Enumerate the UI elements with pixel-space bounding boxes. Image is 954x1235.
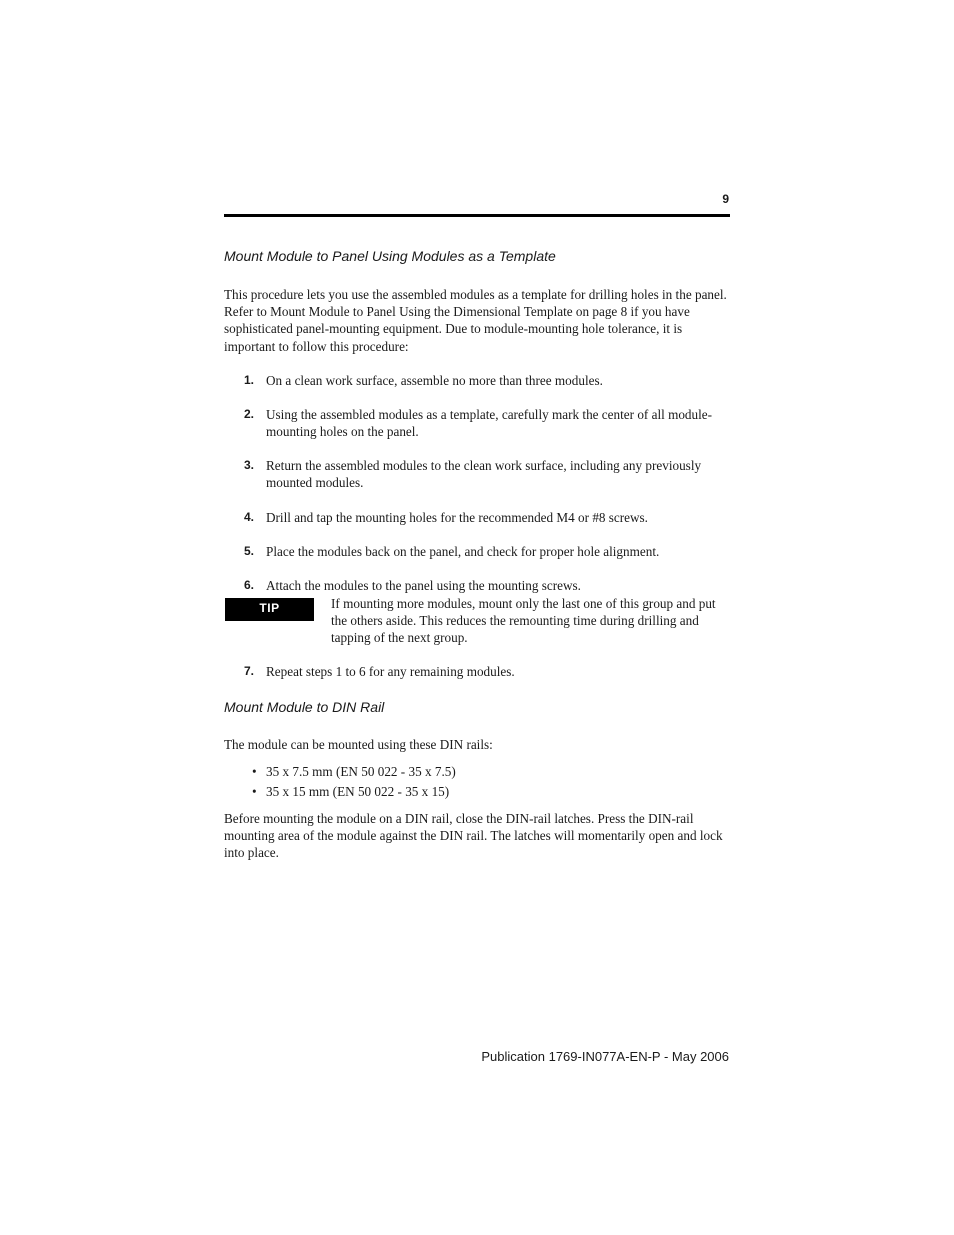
- step-text: Place the modules back on the panel, and check for proper hole alignment.: [266, 544, 660, 559]
- step-text: Using the assembled modules as a template, carefully mark the center of all module-mounting holes on the panel.: [266, 407, 713, 440]
- step-text: Drill and tap the mounting holes for the recommended M4 or #8 screws.: [266, 510, 648, 525]
- step-item: [244, 406, 732, 440]
- step-number: 6.: [244, 578, 255, 592]
- step-number: 3.: [244, 458, 255, 472]
- bullet-icon: •: [252, 764, 257, 779]
- list-item: [252, 783, 712, 800]
- step-item: [244, 372, 732, 389]
- step-text: Return the assembled modules to the clean work surface, including any previously mounted modules.: [266, 458, 702, 491]
- step-text: On a clean work surface, assemble no more than three modules.: [266, 373, 603, 388]
- intro-paragraph: This procedure lets you use the assembled modules as a template for drilling holes in the panel. Refer to Mount Module to Panel Using the Dimensional Template on page 8 if you have sophisticated panel-mounting equipment. Due to module-mounting hole tolerance, it is important to follow this procedure:: [224, 287, 727, 354]
- bullet-text: 35 x 7.5 mm (EN 50 022 - 35 x 7.5): [266, 764, 456, 779]
- step-item: [244, 663, 732, 680]
- step-item: [244, 577, 732, 594]
- step-number: 7.: [244, 664, 255, 678]
- tip-badge: TIP: [225, 598, 314, 621]
- list-item: [252, 763, 712, 780]
- step-item: [244, 457, 732, 491]
- step-number: 5.: [244, 544, 255, 558]
- din-rail-closing: Before mounting the module on a DIN rail, close the DIN-rail latches. Press the DIN-rail mounting area of the module against the DIN rail. The latches will momentarily open and lock into place.: [224, 811, 723, 861]
- publication-footer: Publication 1769-IN077A-EN-P - May 2006: [481, 1049, 729, 1064]
- step-number: 1.: [244, 373, 255, 387]
- page-number: 9: [722, 192, 729, 206]
- bullet-text: 35 x 15 mm (EN 50 022 - 35 x 15): [266, 784, 450, 799]
- bullet-icon: •: [252, 784, 257, 799]
- step-text: Attach the modules to the panel using the mounting screws.: [266, 578, 581, 593]
- step-item: [244, 543, 732, 560]
- tip-text: If mounting more modules, mount only the last one of this group and put the others aside. This reduces the remounting time during drilling and tapping of the next group.: [331, 596, 716, 646]
- din-rail-intro: The module can be mounted using these DIN rails:: [224, 737, 493, 752]
- step-item: [244, 509, 732, 526]
- section-heading-din-rail: Mount Module to DIN Rail: [224, 699, 385, 715]
- section-heading-panel-template: Mount Module to Panel Using Modules as a Template: [224, 248, 556, 264]
- step-number: 2.: [244, 407, 255, 421]
- step-text: Repeat steps 1 to 6 for any remaining modules.: [266, 664, 515, 679]
- step-number: 4.: [244, 510, 255, 524]
- header-rule: [224, 214, 730, 217]
